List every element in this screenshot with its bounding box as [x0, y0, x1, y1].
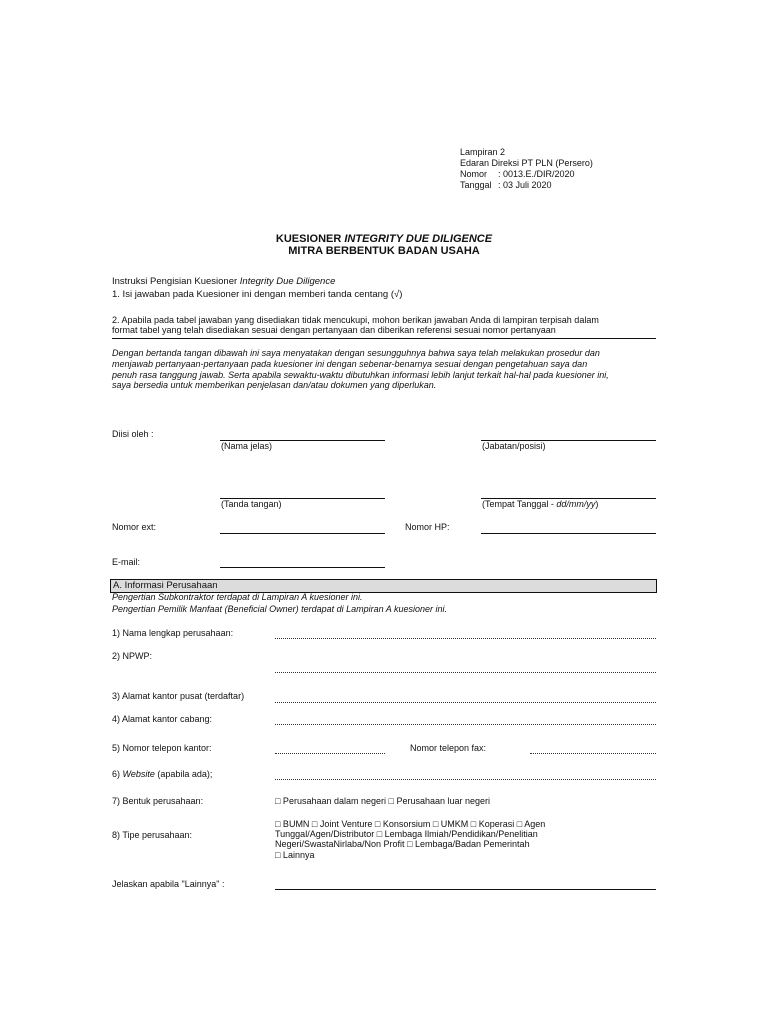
tempat-tanggal-prefix: (Tempat Tanggal - [482, 499, 557, 509]
question-7-label: 7) Bentuk perusahaan: [112, 796, 204, 806]
instructions-heading-italic: Integrity Due Diligence [239, 276, 336, 287]
jabatan-label: (Jabatan/posisi) [482, 441, 546, 451]
question-5-field[interactable] [275, 753, 385, 754]
question-8-options-line-2[interactable]: Tunggal/Agen/Distributor □ Lembaga Ilmiah/Pendidikan/Penelitian [275, 829, 538, 839]
question-7-options[interactable]: □ Perusahaan dalam negeri □ Perusahaan luar negeri [275, 796, 491, 806]
question-6-suffix: (apabila ada); [154, 769, 213, 779]
instruction-item-2-line2: format tabel yang telah disediakan sesuai dengan pertanyaan dan diberikan referensi sesuai nomor pertanyaan [112, 325, 556, 335]
nomor-ext-label: Nomor ext: [112, 522, 157, 532]
email-field[interactable] [220, 567, 385, 568]
instructions-heading-prefix: Instruksi Pengisian Kuesioner [112, 276, 240, 287]
question-4-label: 4) Alamat kantor cabang: [112, 714, 213, 724]
question-5b-field[interactable] [530, 753, 656, 754]
nomor-hp-label: Nomor HP: [405, 522, 450, 532]
statement-line-2: menjawab pertanyaan-pertanyaan pada kuesioner ini dengan sebenar-benarnya sesuai dengan pengetahuan saya dan [112, 359, 588, 369]
section-a-title: A. Informasi Perusahaan [113, 580, 218, 591]
tanda-tangan-label: (Tanda tangan) [221, 499, 282, 509]
question-8-options-line-4[interactable]: □ Lainnya [275, 850, 315, 860]
section-a-note-2: Pengertian Pemilik Manfaat (Beneficial Owner) terdapat di Lampiran A kuesioner ini. [112, 604, 447, 614]
instructions-heading [112, 276, 335, 287]
question-5-label: 5) Nomor telepon kantor: [112, 743, 212, 753]
header-tanggal-label: Tanggal [460, 180, 492, 190]
instruction-item-1: 1. Isi jawaban pada Kuesioner ini dengan memberi tanda centang (√) [112, 289, 403, 300]
question-9-label: Jelaskan apabila "Lainnya" : [112, 879, 225, 889]
tempat-tanggal-label [482, 499, 598, 510]
section-a-note-1: Pengertian Subkontraktor terdapat di Lampiran A kuesioner ini. [112, 592, 363, 602]
question-3-label: 3) Alamat kantor pusat (terdaftar) [112, 691, 245, 701]
nama-jelas-label: (Nama jelas) [221, 441, 273, 451]
question-6-italic: Website [122, 769, 155, 779]
statement-line-3: penuh rasa tanggung jawab. Serta apabila sewaktu-waktu dibutuhkan informasi lebih lanjut terkait hal-hal pada kuesioner ini, [112, 370, 609, 380]
tempat-tanggal-italic: dd/mm/yy [556, 499, 596, 509]
header-nomor-label: Nomor [460, 169, 488, 179]
question-5b-label: Nomor telepon fax: [410, 743, 487, 753]
question-8-label: 8) Tipe perusahaan: [112, 830, 193, 840]
question-2-field[interactable] [275, 672, 656, 673]
page-title [0, 233, 768, 245]
tempat-tanggal-suffix: ) [595, 499, 599, 509]
question-9-field[interactable] [275, 889, 656, 890]
title-italic: INTEGRITY DUE DILIGENCE [344, 233, 493, 245]
header-tanggal-value: : 03 Juli 2020 [498, 180, 552, 190]
question-2-label: 2) NPWP: [112, 651, 153, 661]
question-6-field[interactable] [275, 779, 656, 780]
statement-line-1: Dengan bertanda tangan dibawah ini saya menyatakan dengan sesungguhnya bahwa saya telah melakukan prosedur dan [112, 348, 600, 358]
diisi-oleh-label: Diisi oleh : [112, 429, 154, 439]
question-8-options-line-3[interactable]: Negeri/SwastaNirlaba/Non Profit □ Lembaga/Badan Pemerintah [275, 839, 530, 849]
instructions-divider [112, 338, 656, 339]
page-subtitle: MITRA BERBENTUK BADAN USAHA [288, 245, 480, 257]
nomor-ext-field[interactable] [220, 533, 385, 534]
question-6-label [112, 769, 212, 780]
title-prefix: KUESIONER [275, 233, 345, 245]
question-1-label: 1) Nama lengkap perusahaan: [112, 628, 234, 638]
header-lampiran: Lampiran 2 [460, 147, 506, 157]
question-6-prefix: 6) [112, 769, 123, 779]
header-edaran: Edaran Direksi PT PLN (Persero) [460, 158, 593, 168]
email-label: E-mail: [112, 557, 141, 567]
section-a-header [110, 579, 657, 593]
question-3-field[interactable] [275, 702, 656, 703]
question-1-field[interactable] [275, 638, 656, 639]
instruction-item-2-line1: 2. Apabila pada tabel jawaban yang disediakan tidak mencukupi, mohon berikan jawaban Anda di lampiran terpisah dalam [112, 315, 599, 325]
statement-line-4: saya bersedia untuk memberikan penjelasan dan/atau dokumen yang diperlukan. [112, 380, 437, 390]
question-8-options-line-1[interactable]: □ BUMN □ Joint Venture □ Konsorsium □ UMKM □ Koperasi □ Agen [275, 819, 546, 829]
header-nomor-value: : 0013.E./DIR/2020 [498, 169, 575, 179]
question-4-field[interactable] [275, 724, 656, 725]
nomor-hp-field[interactable] [481, 533, 656, 534]
